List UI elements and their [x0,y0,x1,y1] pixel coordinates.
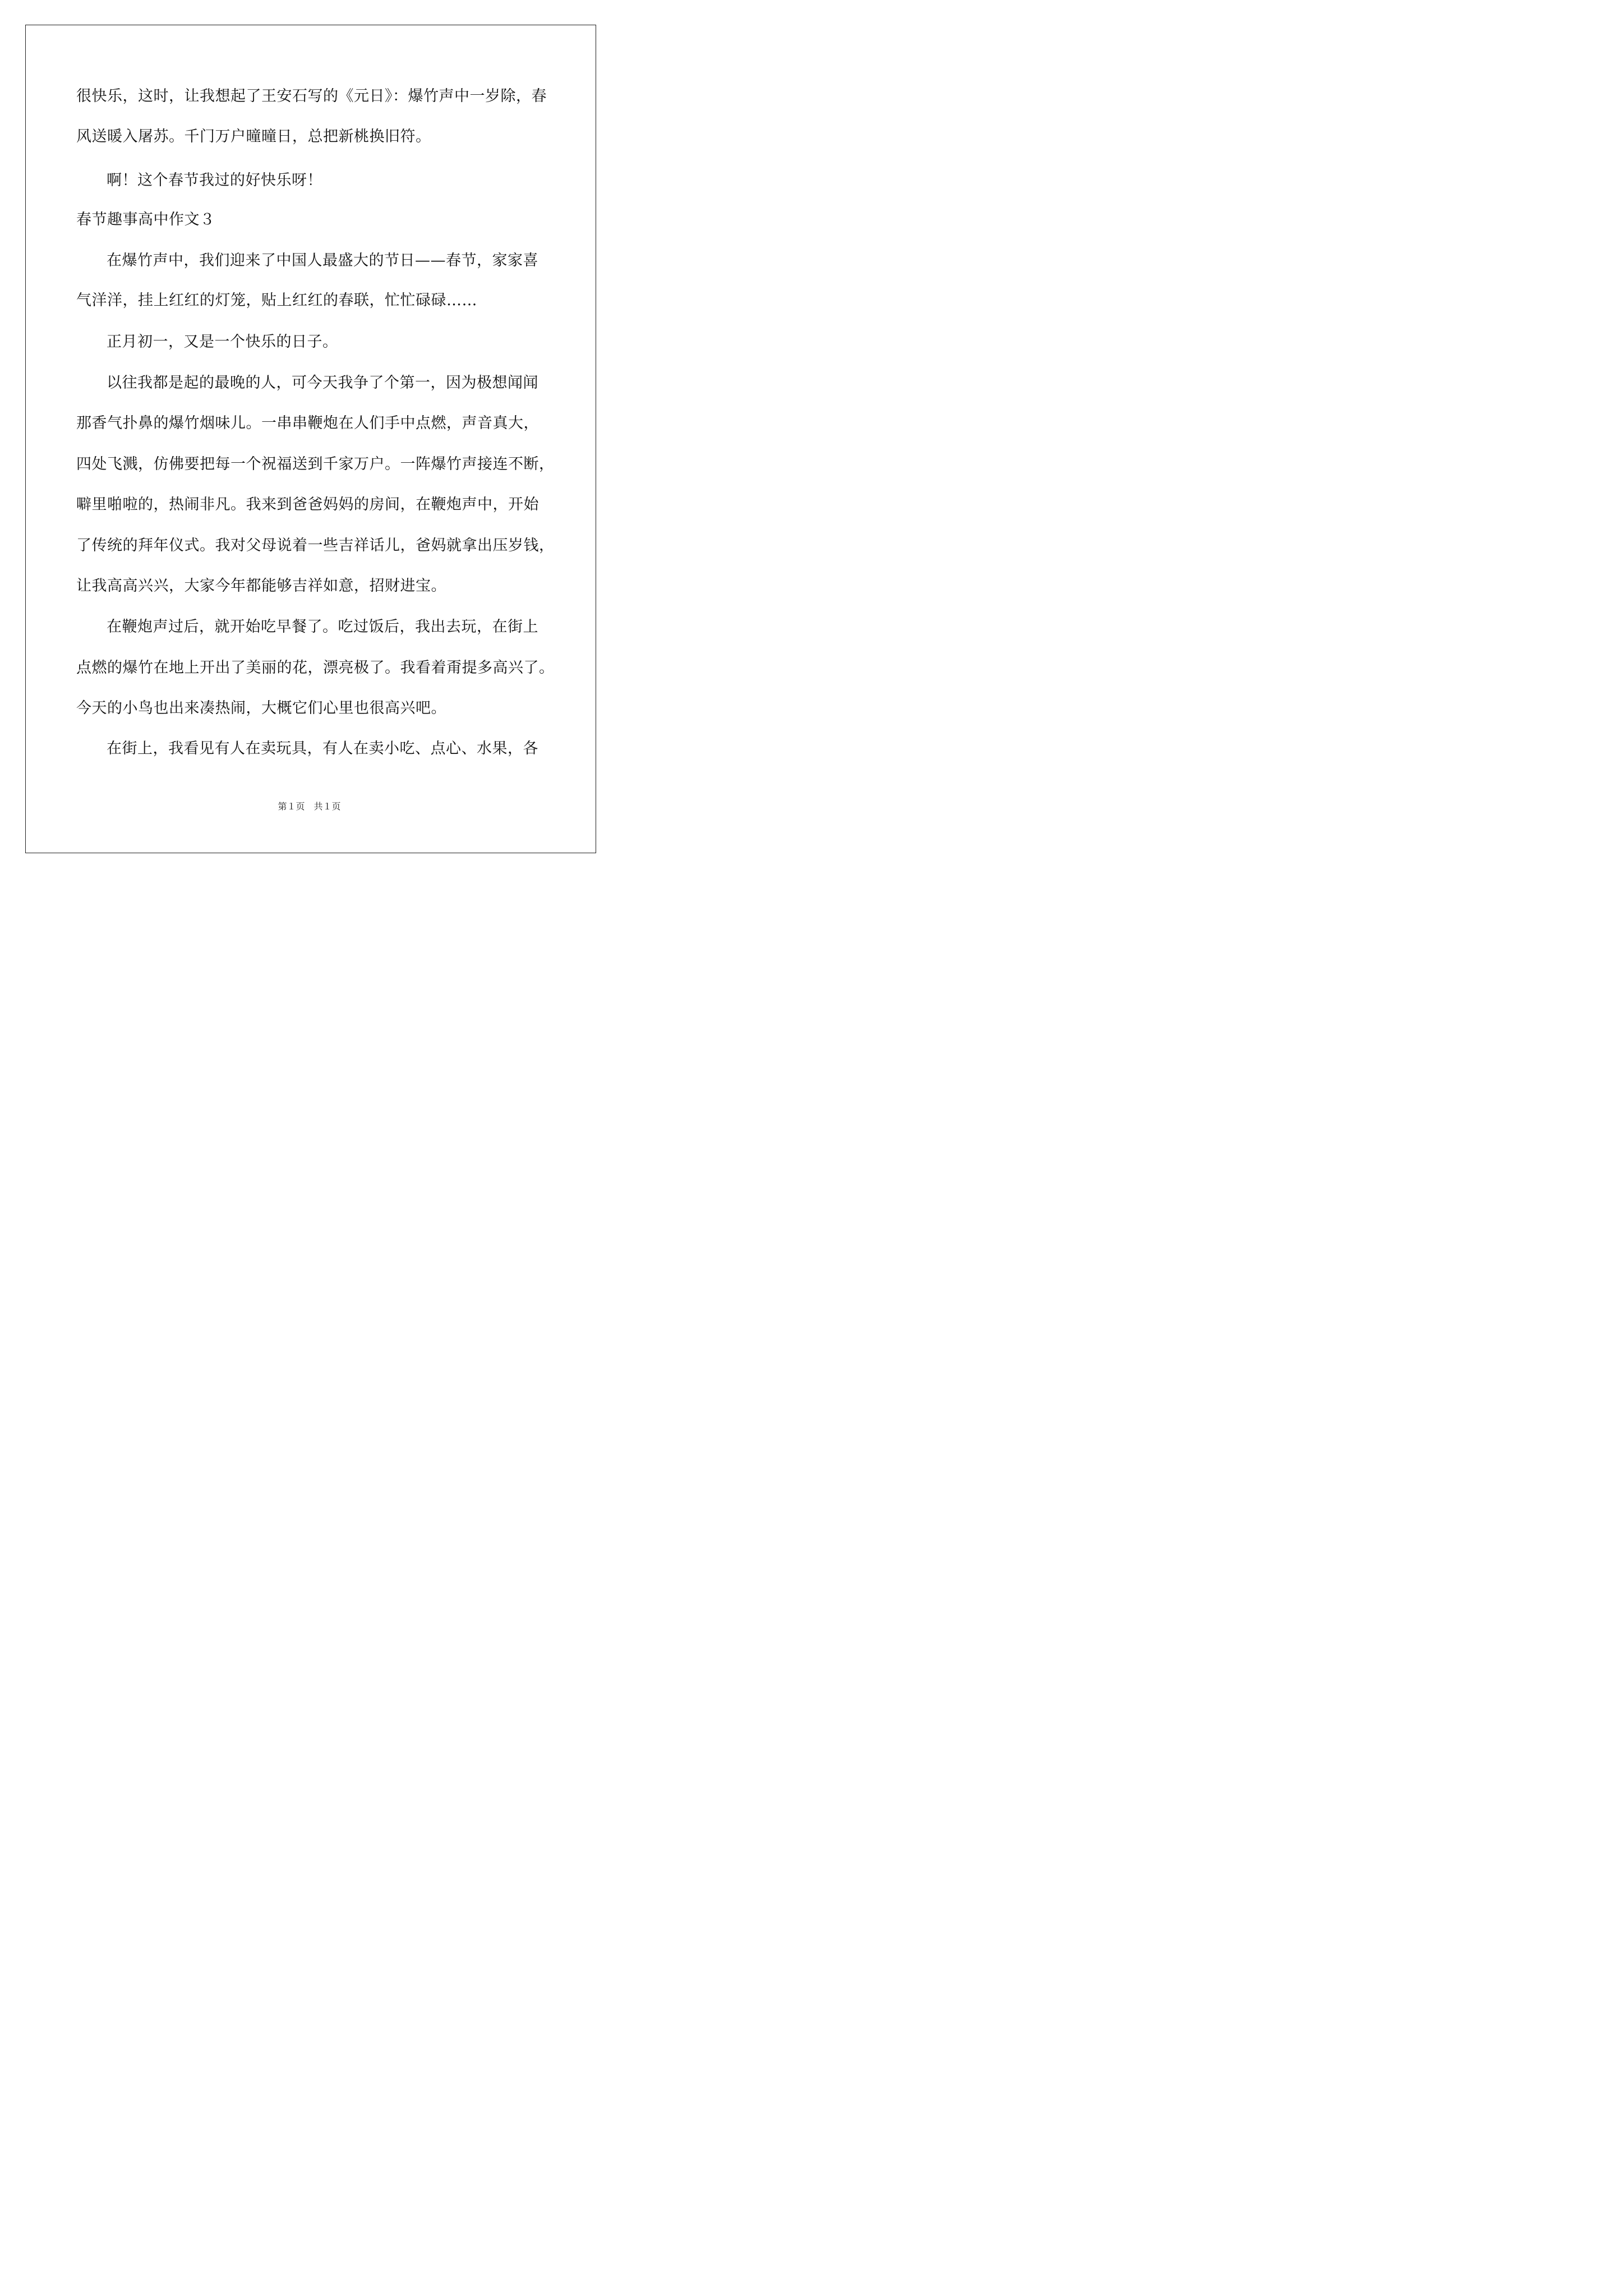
paragraph-line: 气洋洋，挂上红红的灯笼，贴上红红的春联，忙忙碌碌…… [76,292,477,309]
paragraph-line: 在鞭炮声过后，就开始吃早餐了。吃过饭后，我出去玩，在街上 [107,618,538,636]
page-border [25,25,596,853]
paragraph-line: 啊！这个春节我过的好快乐呀！ [107,172,322,189]
paragraph-line: 今天的小鸟也出来凑热闹，大概它们心里也很高兴吧。 [76,700,446,717]
paragraph-line: 让我高高兴兴，大家今年都能够吉祥如意，招财进宝。 [76,577,446,595]
paragraph-line: 正月初一，又是一个快乐的日子。 [107,333,338,351]
page-number-footer: 第１页 共１页 [278,801,341,812]
paragraph-line: 点燃的爆竹在地上开出了美丽的花，漂亮极了。我看着甭提多高兴了。 [76,659,555,677]
paragraph-line: 在爆竹声中，我们迎来了中国人最盛大的节日——春节，家家喜 [107,252,538,269]
paragraph-line: 在街上，我看见有人在卖玩具，有人在卖小吃、点心、水果，各 [107,740,538,757]
paragraph-line: 很快乐，这时，让我想起了王安石写的《元日》：爆竹声中一岁除，春 [76,88,547,105]
section-heading: 春节趣事高中作文３ [76,211,215,228]
paragraph-line: 四处飞溅，仿佛要把每一个祝福送到千家万户。一阵爆竹声接连不断， [76,455,555,473]
paragraph-line: 以往我都是起的最晚的人，可今天我争了个第一，因为极想闻闻 [107,374,538,392]
paragraph-line: 了传统的拜年仪式。我对父母说着一些吉祥话儿，爸妈就拿出压岁钱， [76,537,555,554]
paragraph-line: 噼里啪啦的，热闹非凡。我来到爸爸妈妈的房间，在鞭炮声中，开始 [76,496,539,513]
paragraph-line: 那香气扑鼻的爆竹烟味儿。一串串鞭炮在人们手中点燃，声音真大， [76,415,539,432]
paragraph-line: 风送暖入屠苏。千门万户曈曈日，总把新桃换旧符。 [76,128,431,145]
